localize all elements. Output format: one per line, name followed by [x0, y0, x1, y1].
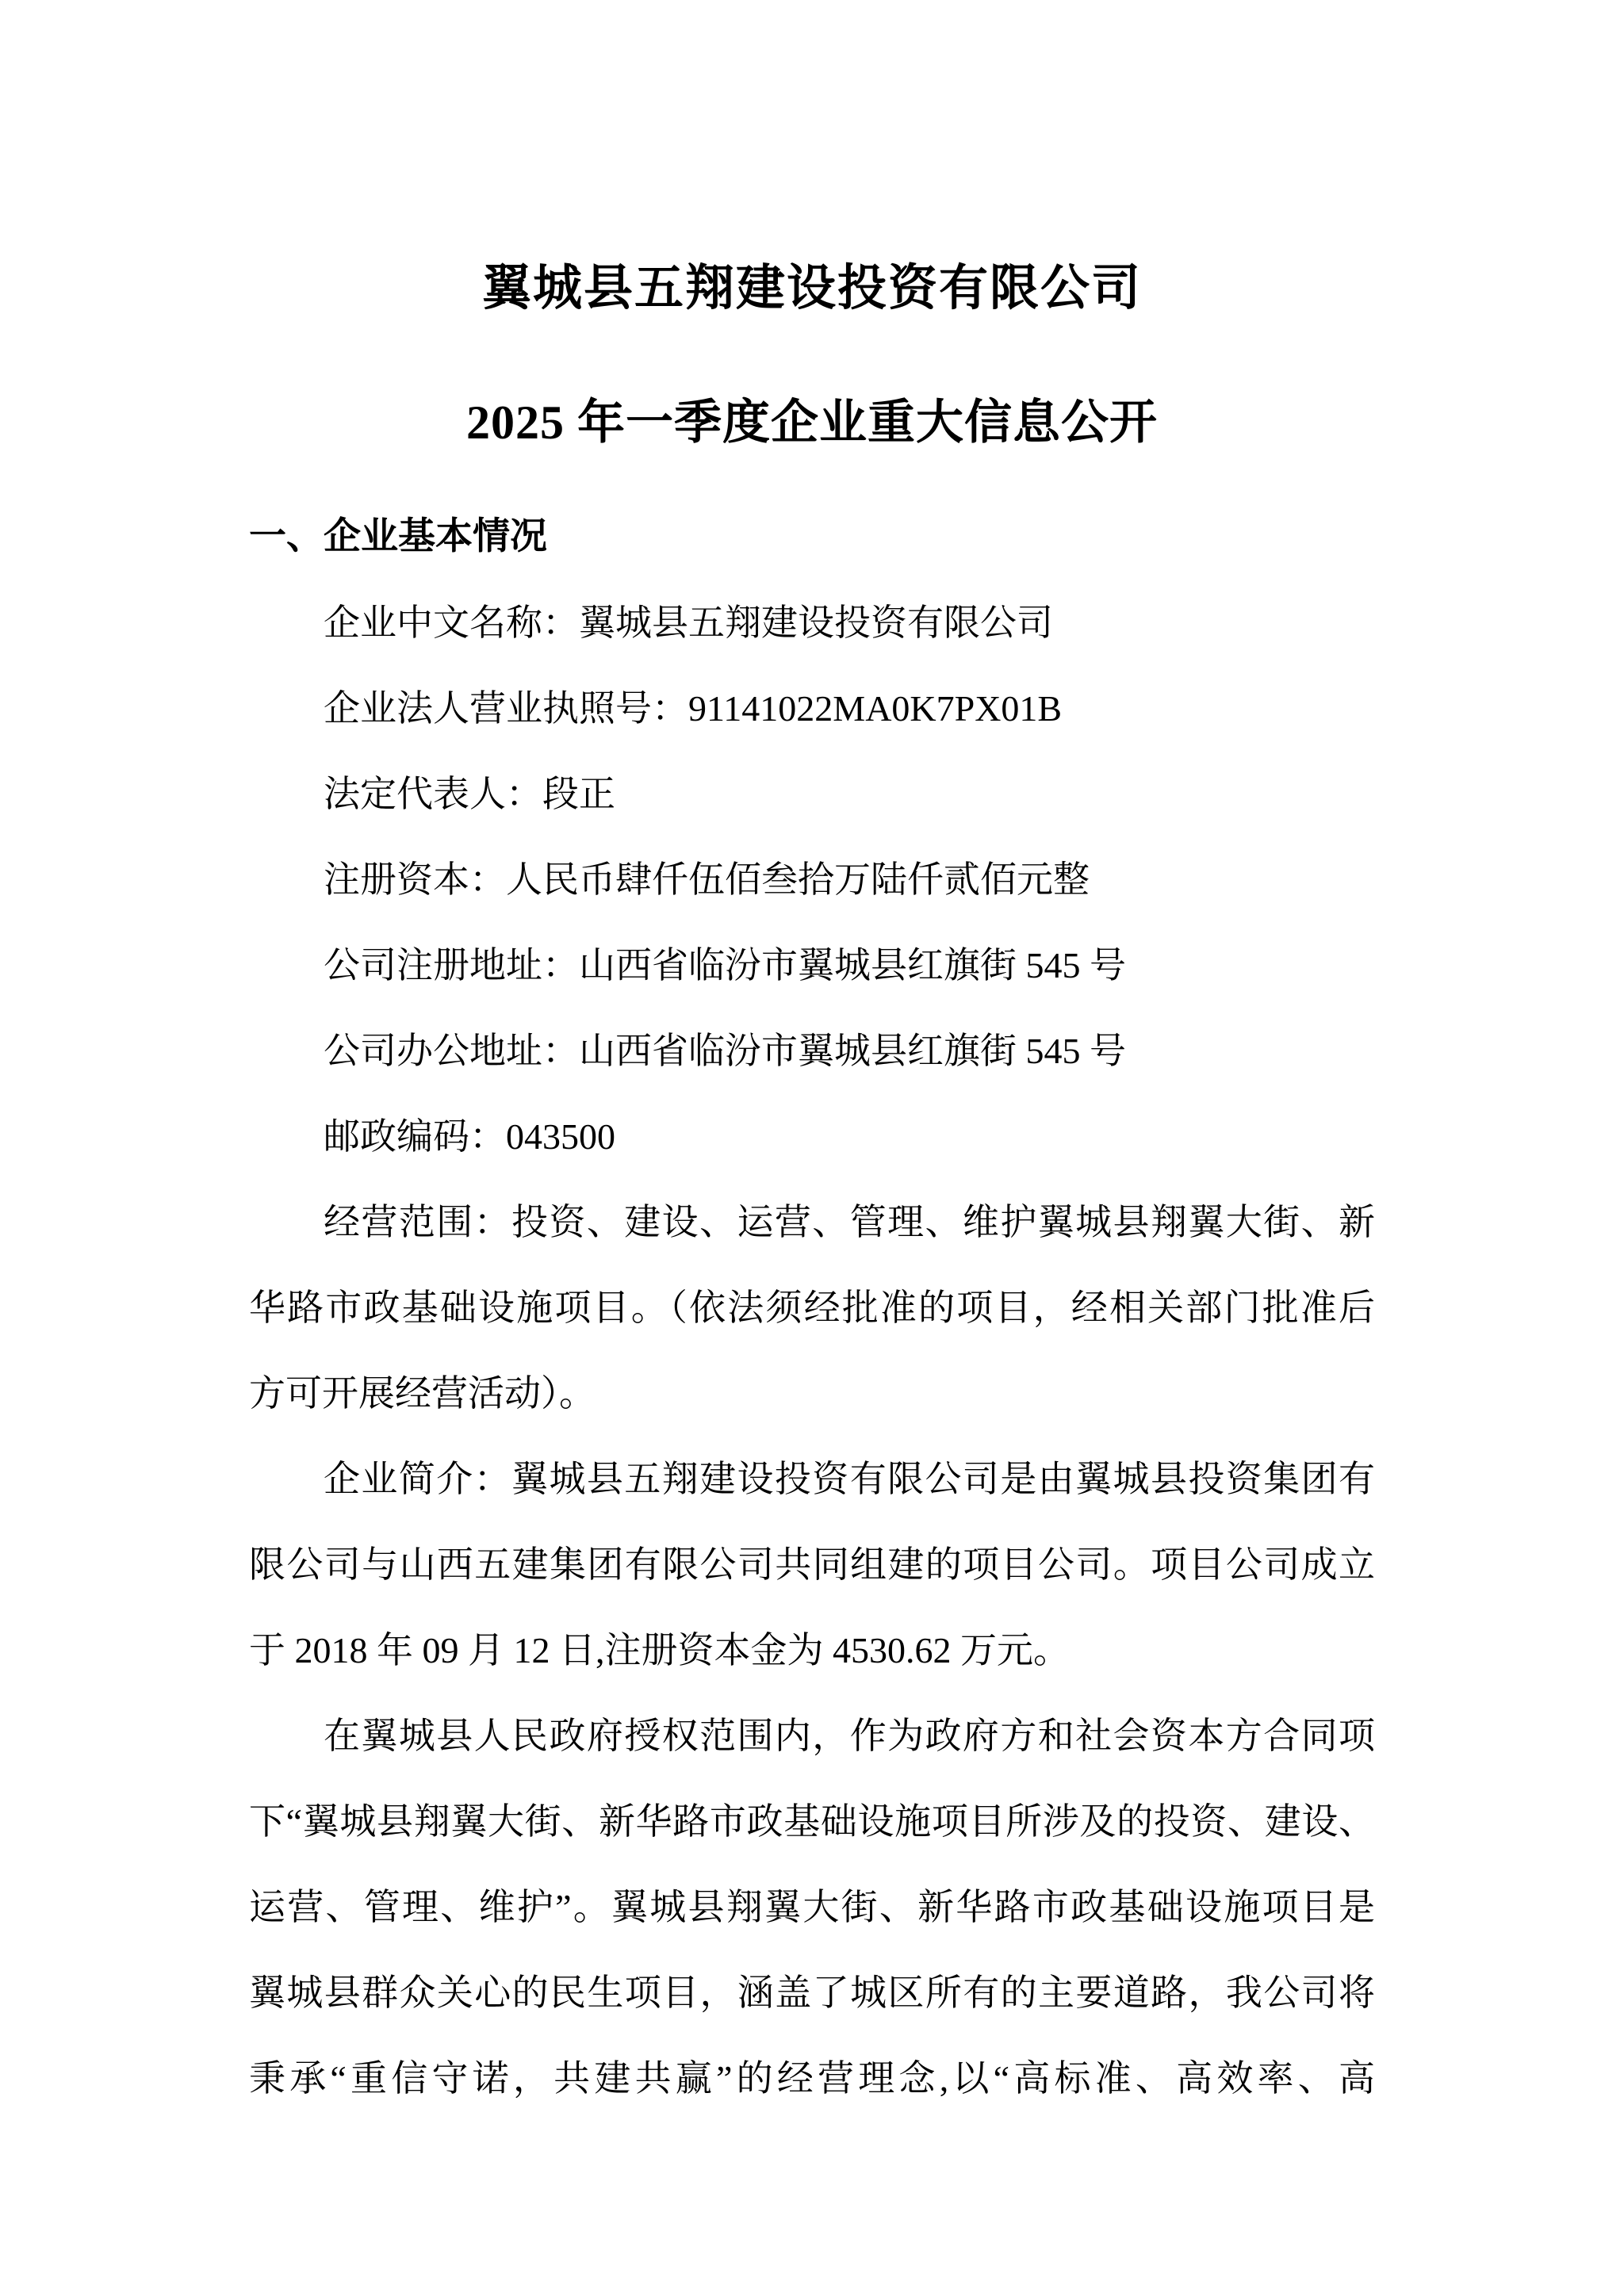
business-scope-line: 华路市政基础设施项目。（依法须经批准的项目，经相关部门批准后 — [249, 1288, 1375, 1328]
document-subtitle: 2025 年一季度企业重大信息公开 — [466, 396, 1158, 449]
field-office-address: 公司办公地址：山西省临汾市翼城县红旗街 545 号 — [324, 1031, 1126, 1071]
authorization-paragraph-line: 秉承“重信守诺，共建共赢”的经营理念,以“高标准、高效率、高 — [249, 2058, 1375, 2099]
field-license-no: 企业法人营业执照号：91141022MA0K7PX01B — [324, 688, 1063, 729]
field-company-cn-name: 企业中文名称：翼城县五翔建设投资有限公司 — [324, 603, 1053, 643]
business-scope-line: 方可开展经营活动）。 — [249, 1373, 596, 1414]
company-profile-line: 于 2018 年 09 月 12 日,注册资本金为 4530.62 万元。 — [249, 1630, 1070, 1670]
business-scope-line: 经营范围：投资、建设、运营、管理、维护翼城县翔翼大街、新 — [324, 1202, 1375, 1242]
company-profile-line: 限公司与山西五建集团有限公司共同组建的项目公司。项目公司成立 — [249, 1544, 1375, 1585]
field-registered-address: 公司注册地址：山西省临汾市翼城县红旗街 545 号 — [324, 945, 1126, 985]
field-postal-code: 邮政编码：043500 — [324, 1116, 615, 1157]
company-profile-line: 企业简介：翼城县五翔建设投资有限公司是由翼城县投资集团有 — [324, 1459, 1375, 1499]
field-registered-capital: 注册资本：人民币肆仟伍佰叁拾万陆仟贰佰元整 — [324, 859, 1090, 900]
document-title: 翼城县五翔建设投资有限公司 — [481, 262, 1142, 316]
authorization-paragraph-line: 下“翼城县翔翼大街、新华路市政基础设施项目所涉及的投资、建设、 — [249, 1801, 1375, 1842]
section-heading: 一、企业基本情况 — [249, 516, 547, 557]
authorization-paragraph-line: 在翼城县人民政府授权范围内，作为政府方和社会资本方合同项 — [324, 1716, 1375, 1756]
authorization-paragraph-line: 翼城县群众关心的民生项目，涵盖了城区所有的主要道路，我公司将 — [249, 1973, 1375, 2013]
field-legal-representative: 法定代表人：段正 — [324, 774, 615, 814]
authorization-paragraph-line: 运营、管理、维护”。翼城县翔翼大街、新华路市政基础设施项目是 — [249, 1887, 1375, 1927]
